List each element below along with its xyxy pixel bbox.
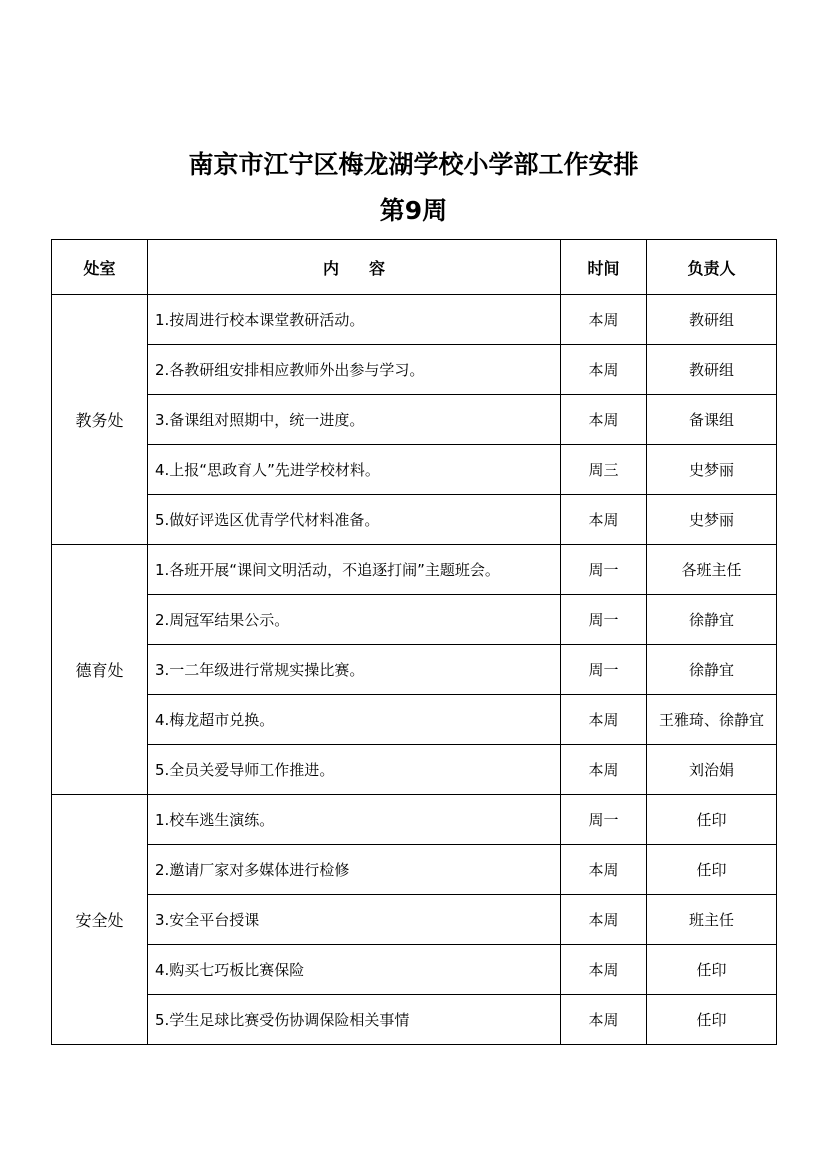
task-time-cell: 本周	[561, 995, 647, 1045]
task-person-cell: 史梦丽	[647, 445, 777, 495]
schedule-table	[51, 239, 777, 1045]
department-cell: 德育处	[52, 545, 148, 795]
task-time-cell: 本周	[561, 695, 647, 745]
table-row	[52, 695, 777, 745]
task-time-cell: 本周	[561, 495, 647, 545]
table-row	[52, 845, 777, 895]
task-time-cell: 本周	[561, 845, 647, 895]
table-row	[52, 345, 777, 395]
task-person-cell: 史梦丽	[647, 495, 777, 545]
task-person-cell: 班主任	[647, 895, 777, 945]
task-person-cell: 刘治娟	[647, 745, 777, 795]
table-row	[52, 495, 777, 545]
task-time-cell: 周三	[561, 445, 647, 495]
week-subtitle: 第9周	[379, 196, 448, 225]
task-content-cell: 3.备课组对照期中，统一进度。	[148, 395, 561, 445]
task-person-cell: 徐静宜	[647, 595, 777, 645]
task-time-cell: 周一	[561, 795, 647, 845]
task-time-cell: 周一	[561, 545, 647, 595]
task-content-cell: 2.各教研组安排相应教师外出参与学习。	[148, 345, 561, 395]
task-content-cell: 5.全员关爱导师工作推进。	[148, 745, 561, 795]
department-cell: 教务处	[52, 295, 148, 545]
task-person-cell: 教研组	[647, 345, 777, 395]
task-person-cell: 王雅琦、徐静宜	[647, 695, 777, 745]
task-content-cell: 2.邀请厂家对多媒体进行检修	[148, 845, 561, 895]
header-content-char-2: 容	[369, 258, 386, 278]
task-time-cell: 本周	[561, 745, 647, 795]
table-row	[52, 595, 777, 645]
task-content-cell: 3.安全平台授课	[148, 895, 561, 945]
header-content-char-1: 内	[322, 258, 339, 278]
task-content-cell: 4.上报“思政育人”先进学校材料。	[148, 445, 561, 495]
task-content-cell: 4.梅龙超市兑换。	[148, 695, 561, 745]
task-content-cell: 2.周冠军结果公示。	[148, 595, 561, 645]
table-row	[52, 645, 777, 695]
task-time-cell: 本周	[561, 345, 647, 395]
table-row	[52, 945, 777, 995]
task-content-cell: 1.各班开展“课间文明活动，不追逐打闹”主题班会。	[148, 545, 561, 595]
header-person: 负责人	[647, 240, 777, 295]
header-content	[148, 240, 561, 295]
header-time: 时间	[561, 240, 647, 295]
department-cell: 安全处	[52, 795, 148, 1045]
task-time-cell: 本周	[561, 295, 647, 345]
task-person-cell: 任印	[647, 795, 777, 845]
table-row	[52, 395, 777, 445]
table-row	[52, 895, 777, 945]
task-time-cell: 本周	[561, 395, 647, 445]
task-content-cell: 1.校车逃生演练。	[148, 795, 561, 845]
task-content-cell: 5.做好评选区优青学代材料准备。	[148, 495, 561, 545]
header-row	[52, 240, 777, 295]
task-time-cell: 周一	[561, 595, 647, 645]
table-row	[52, 295, 777, 345]
task-person-cell: 教研组	[647, 295, 777, 345]
task-person-cell: 任印	[647, 845, 777, 895]
table-row	[52, 545, 777, 595]
table-row	[52, 995, 777, 1045]
document-title: 南京市江宁区梅龙湖学校小学部工作安排	[188, 150, 639, 179]
task-time-cell: 周一	[561, 645, 647, 695]
task-content-cell: 4.购买七巧板比赛保险	[148, 945, 561, 995]
table-row	[52, 795, 777, 845]
task-time-cell: 本周	[561, 895, 647, 945]
task-person-cell: 任印	[647, 995, 777, 1045]
table-row	[52, 445, 777, 495]
task-content-cell: 5.学生足球比赛受伤协调保险相关事情	[148, 995, 561, 1045]
header-dept: 处室	[52, 240, 148, 295]
task-content-cell: 1.按周进行校本课堂教研活动。	[148, 295, 561, 345]
task-person-cell: 各班主任	[647, 545, 777, 595]
task-person-cell: 徐静宜	[647, 645, 777, 695]
task-person-cell: 备课组	[647, 395, 777, 445]
table-row	[52, 745, 777, 795]
task-content-cell: 3.一二年级进行常规实操比赛。	[148, 645, 561, 695]
task-person-cell: 任印	[647, 945, 777, 995]
task-time-cell: 本周	[561, 945, 647, 995]
